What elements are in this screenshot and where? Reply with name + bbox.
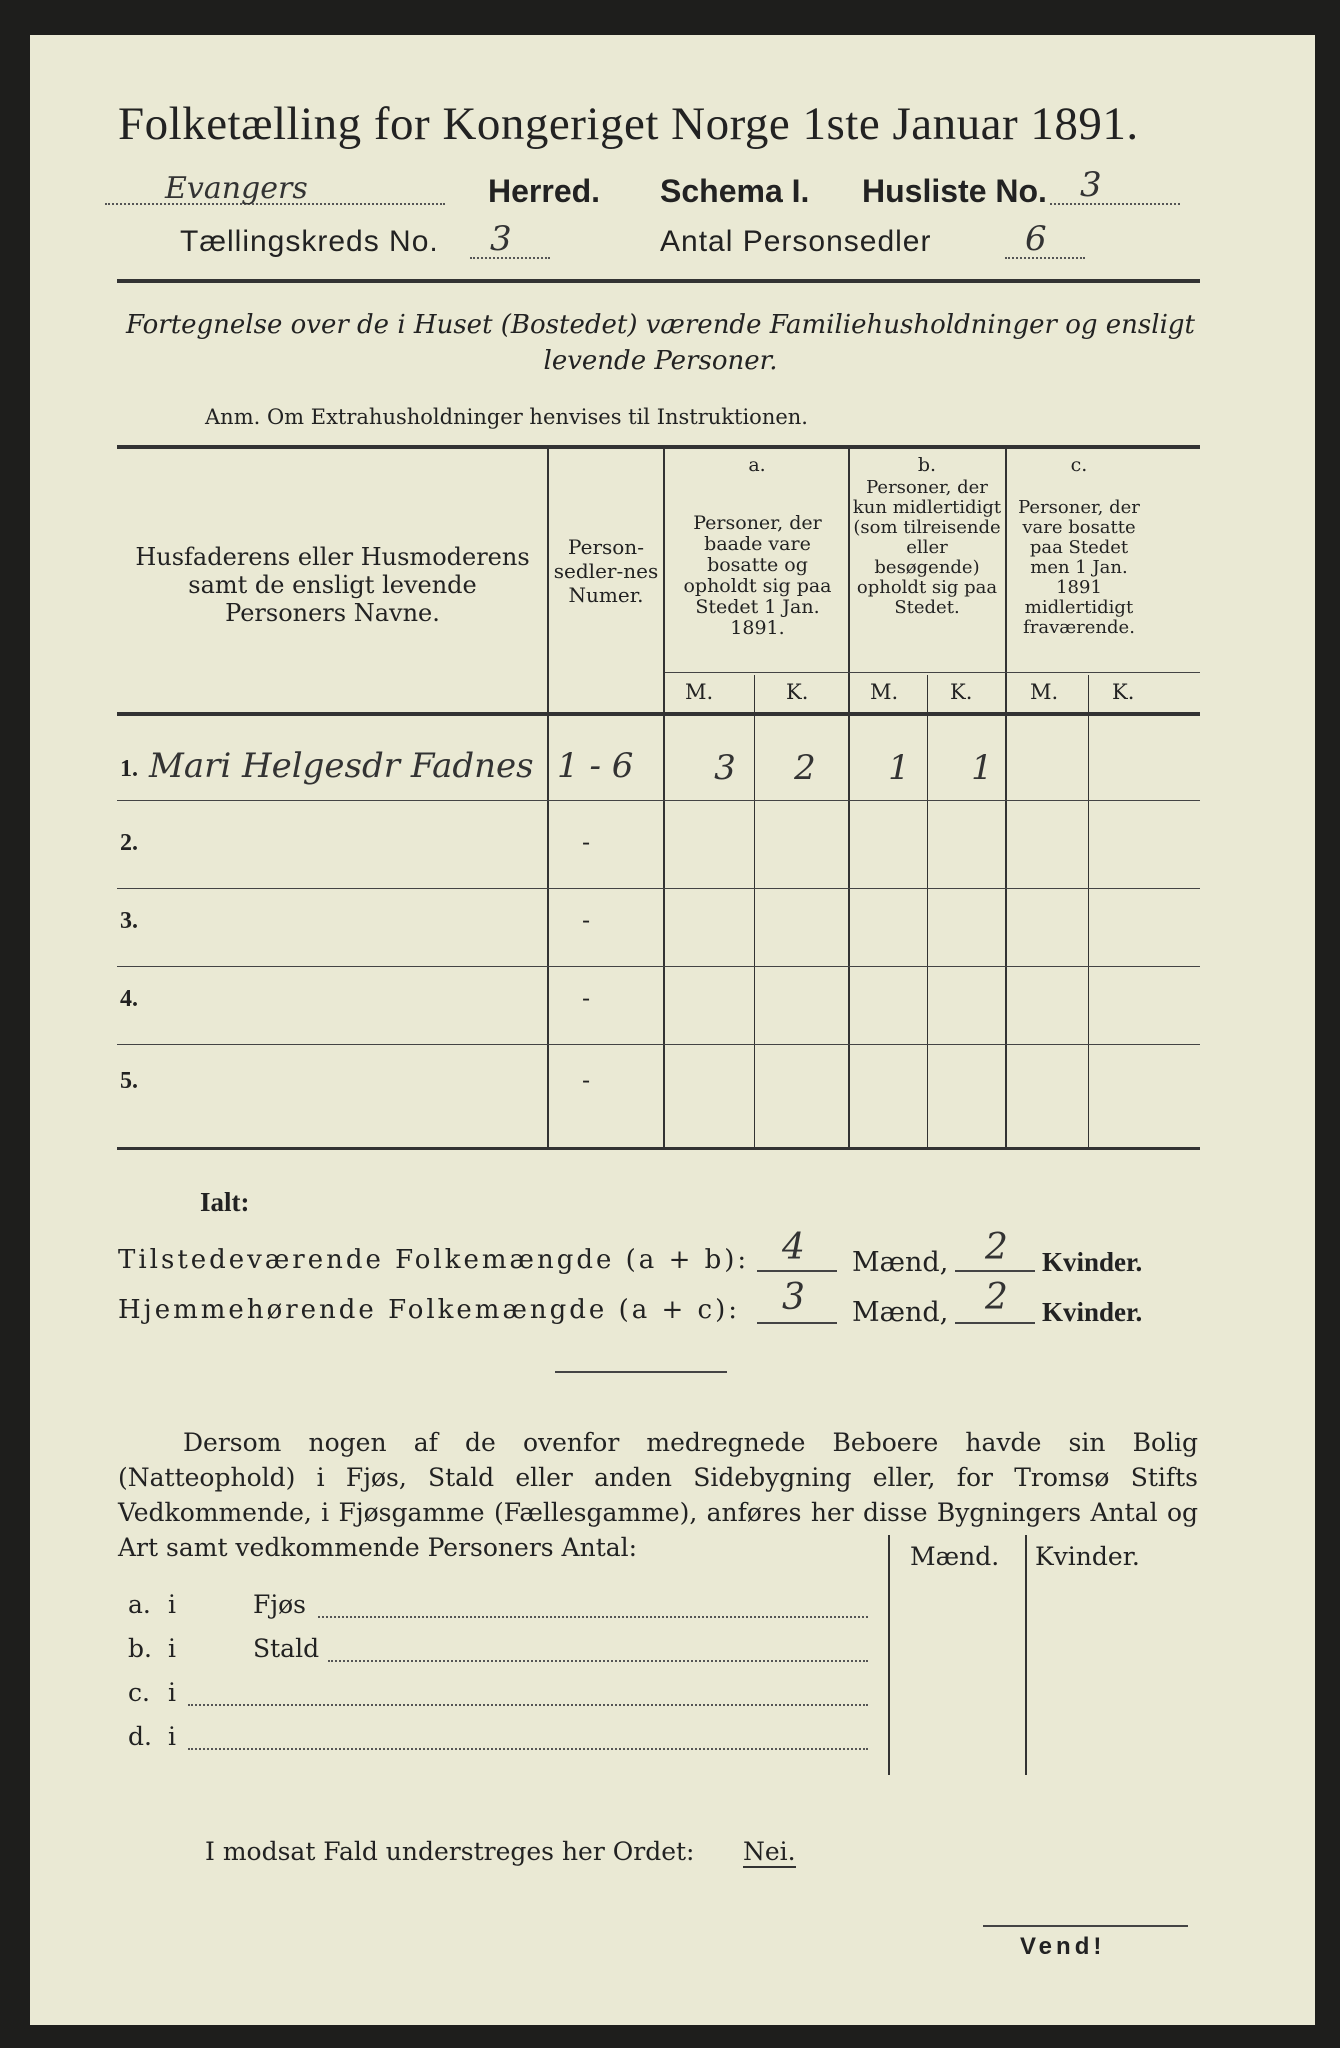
tilst-kvinder-value: 2 — [985, 1227, 1008, 1268]
bottom-col-maend: Mænd. — [910, 1542, 1000, 1571]
item-dotted-line — [188, 1748, 868, 1750]
col-b-header: Personer, der kun midlertidigt (som tilreisende eller besøgende) opholdt sig paa Stedet. — [852, 477, 1002, 618]
row-number: 3. — [120, 908, 138, 934]
col-b-letter: b. — [917, 454, 937, 476]
col-c-m: M. — [1030, 680, 1059, 704]
kreds-value: 3 — [490, 219, 512, 259]
ialt-label: Ialt: — [200, 1187, 250, 1217]
item-letter: a. — [128, 1590, 151, 1619]
hjem-kvinder-label: Kvinder. — [1042, 1297, 1143, 1327]
col-c-header: Personer, der vare bosatte paa Stedet men 1 Jan. 1891 midlertidigt fraværende. — [1018, 497, 1140, 638]
list-item — [128, 1634, 878, 1674]
table-body — [117, 716, 1200, 1146]
form-title: Folketælling for Kongeriget Norge 1ste Januar 1891. — [118, 98, 1139, 150]
row-number: 2. — [120, 830, 138, 856]
item-label: Stald — [253, 1634, 320, 1663]
col-a-k: K. — [786, 680, 809, 704]
item-i: i — [168, 1590, 176, 1619]
row-b-m: 1 — [888, 748, 910, 788]
vend-rule — [983, 1925, 1188, 1927]
intro-text — [118, 307, 1203, 379]
row-num: - — [582, 1066, 591, 1094]
item-letter: b. — [128, 1634, 152, 1663]
census-form-sheet — [30, 35, 1315, 2025]
hjem-maend-line — [757, 1322, 837, 1324]
row-number: 4. — [120, 986, 138, 1012]
husliste-dotted-line — [1050, 203, 1180, 205]
row-b-k: 1 — [971, 748, 993, 788]
item-letter: c. — [128, 1678, 150, 1707]
building-list — [128, 1590, 878, 1770]
list-item — [128, 1722, 878, 1762]
table-row — [117, 802, 1200, 888]
col-num-header: Person-sedler-nes Numer. — [553, 535, 659, 607]
col-b-k: K. — [950, 680, 973, 704]
col-a-letter: a. — [748, 454, 766, 476]
antal-value: 6 — [1025, 219, 1047, 259]
schema-label: Schema I. — [660, 173, 810, 209]
vend-text: Vend! — [1020, 1933, 1106, 1960]
col-a-m: M. — [685, 680, 714, 704]
herred-label: Herred. — [488, 173, 601, 209]
row-rule — [117, 800, 1200, 801]
row-num: - — [582, 828, 591, 856]
row-name: Mari Helgesdr Fadnes — [149, 746, 534, 786]
item-dotted-line — [188, 1704, 868, 1706]
item-dotted-line — [318, 1616, 868, 1618]
tilst-kvinder-label: Kvinder. — [1042, 1247, 1143, 1277]
table-row — [117, 716, 1200, 802]
row-a-m: 3 — [714, 748, 736, 788]
header-rule — [117, 279, 1200, 283]
row-a-k: 2 — [794, 748, 816, 788]
table-bottom-rule — [117, 1147, 1200, 1150]
hjem-kvinder-line — [955, 1322, 1035, 1324]
row-num: - — [582, 906, 591, 934]
table-row — [117, 1046, 1200, 1132]
hjem-maend-label: Mænd, — [852, 1297, 949, 1328]
antal-label: Antal Personsedler — [660, 225, 932, 258]
item-dotted-line — [328, 1660, 868, 1662]
col-c-k: K. — [1112, 680, 1135, 704]
list-item — [128, 1678, 878, 1718]
table-row — [117, 966, 1200, 1052]
husliste-value: 3 — [1080, 165, 1102, 205]
table-top-rule — [117, 445, 1200, 449]
section-divider — [555, 1371, 727, 1373]
herred-field — [105, 171, 445, 215]
kreds-label: Tællingskreds No. — [180, 225, 439, 258]
row-num: 1 - 6 — [557, 746, 634, 786]
item-i: i — [168, 1722, 176, 1751]
col-b-m: M. — [870, 680, 899, 704]
item-i: i — [168, 1634, 176, 1663]
anm-note: Anm. Om Extrahusholdninger henvises til Instruktionen. — [205, 405, 808, 429]
col-name-header: Husfaderens eller Husmoderens samt de ensligt levende Personers Navne. — [135, 543, 530, 627]
husliste-label: Husliste No. — [862, 173, 1047, 209]
tilst-maend-line — [757, 1270, 837, 1272]
mk-header-rule — [665, 672, 1200, 673]
col-a-header: Personer, der baade vare bosatte og opholdt sig paa Stedet 1 Jan. 1891. — [683, 512, 832, 639]
nei-word: Nei. — [743, 1837, 796, 1866]
item-i: i — [168, 1678, 176, 1707]
tilst-maend-label: Mænd, — [852, 1247, 949, 1278]
intro-line-1: Fortegnelse over de i Huset (Bostedet) værende Familiehusholdninger og ensligt — [126, 310, 1195, 340]
bottom-col-divider-1 — [888, 1535, 890, 1775]
row-number: 1. — [120, 756, 138, 782]
tilst-label: Tilstedeværende Folkemængde (a + b): — [118, 1245, 750, 1275]
table-row — [117, 888, 1200, 974]
item-letter: d. — [128, 1722, 152, 1751]
sidebygning-paragraph: Dersom nogen af de ovenfor medregnede Beboere havde sin Bolig (Natteophold) i Fjøs, Stald eller anden Sidebygning eller, for Tromsø Stifts Vedkommende, i Fjøsgamme (Fællesgamme), anføres her disse Bygningers Antal og Art samt vedkommende Personers Antal: — [118, 1428, 1198, 1562]
tilst-kvinder-line — [955, 1270, 1035, 1272]
col-c-letter: c. — [1070, 454, 1088, 476]
item-label: Fjøs — [253, 1590, 306, 1619]
intro-line-2: levende Personer. — [543, 346, 778, 376]
row-num: - — [582, 984, 591, 1012]
hjem-kvinder-value: 2 — [985, 1277, 1008, 1318]
modsat-text: I modsat Fald understreges her Ordet: — [205, 1837, 695, 1866]
hjem-maend-value: 3 — [782, 1277, 805, 1318]
tilst-maend-value: 4 — [782, 1227, 805, 1268]
row-rule — [117, 1044, 1200, 1045]
bottom-col-divider-2 — [1025, 1535, 1027, 1775]
row-number: 5. — [120, 1068, 138, 1094]
herred-value: Evangers — [165, 171, 308, 206]
hjem-label: Hjemmehørende Folkemængde (a + c): — [118, 1295, 740, 1325]
bottom-col-kvinder: Kvinder. — [1035, 1542, 1140, 1571]
list-item — [128, 1590, 878, 1630]
